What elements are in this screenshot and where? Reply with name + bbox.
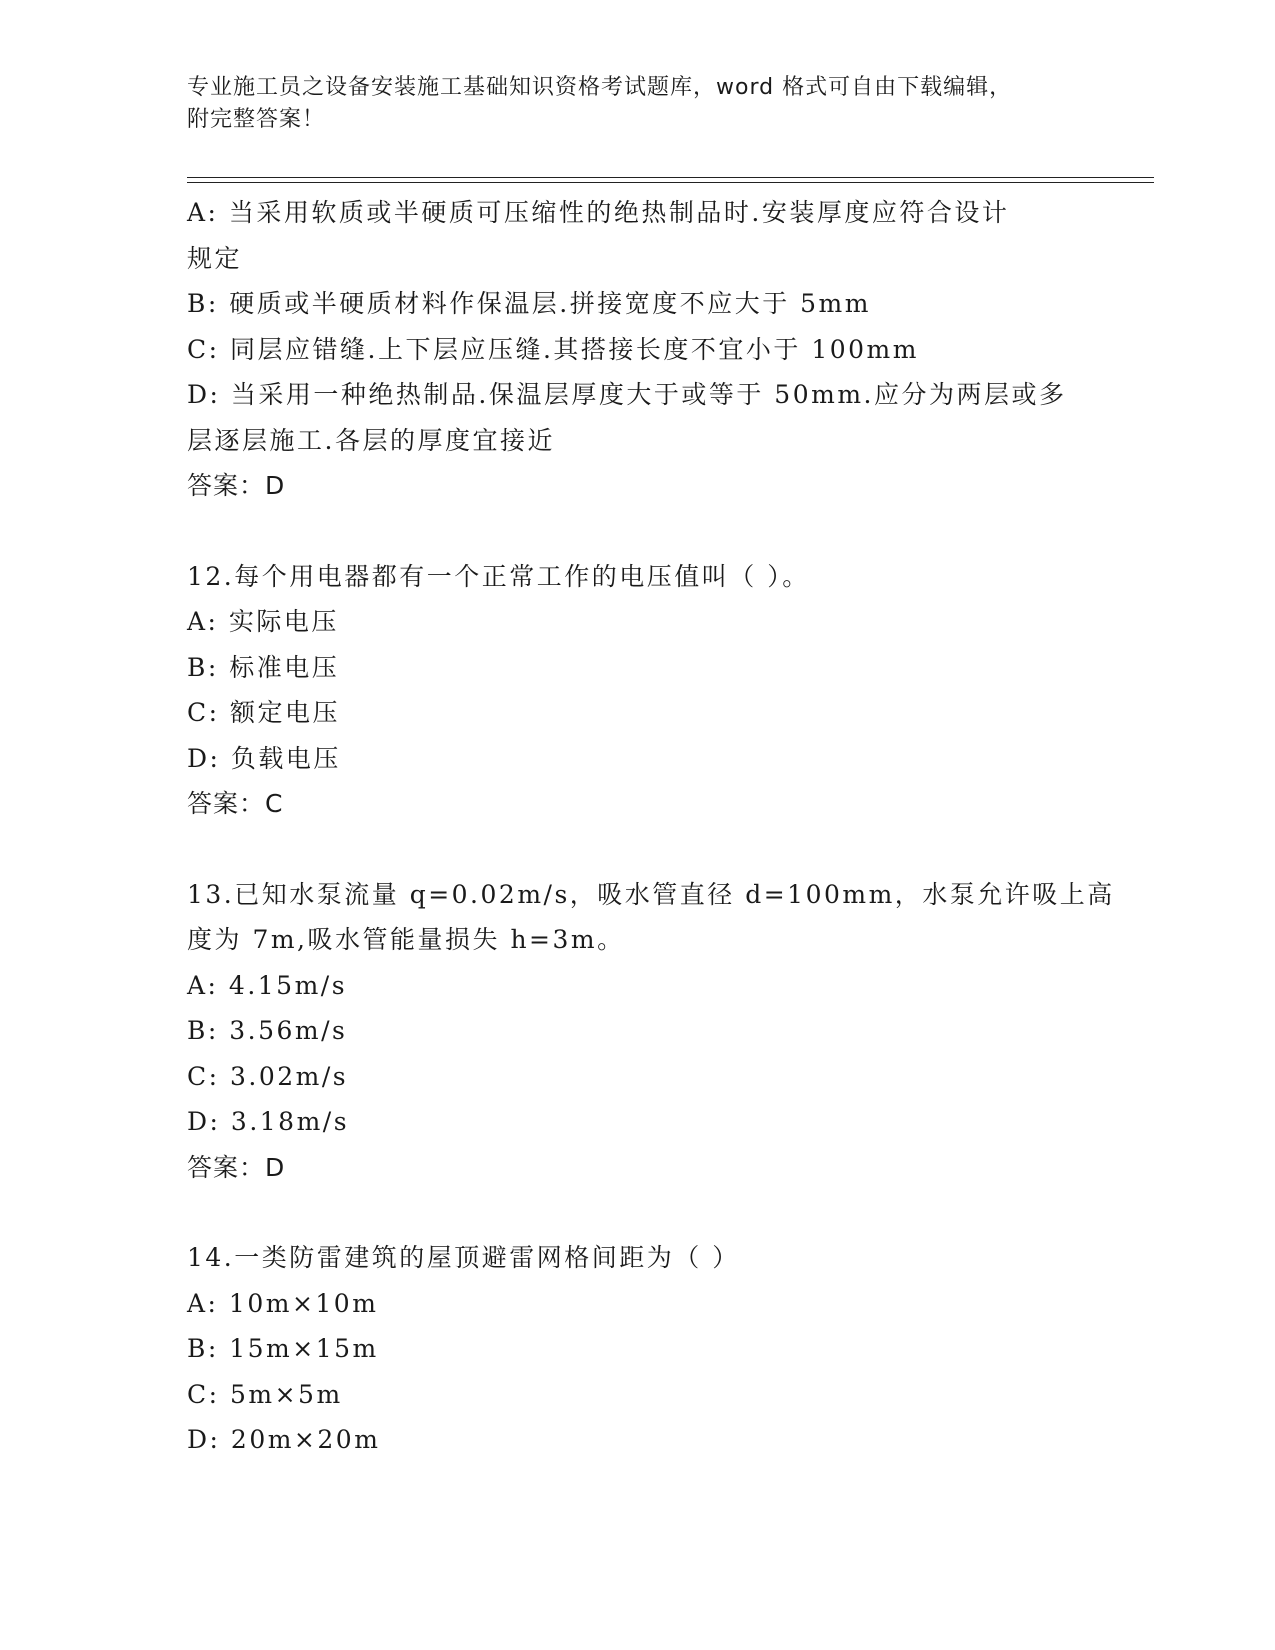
answer-line: 答案：D bbox=[187, 471, 286, 500]
option-b: B: 硬质或半硬质材料作保温层.拼接宽度不应大于 5mm bbox=[187, 289, 871, 318]
option-d: D: 当采用一种绝热制品.保温层厚度大于或等于 50mm.应分为两层或多 bbox=[187, 380, 1067, 409]
question-13 bbox=[187, 872, 1115, 1191]
option-d: D: 负载电压 bbox=[187, 743, 341, 773]
header-divider-top bbox=[187, 177, 1154, 178]
question-stem-continued: 度为 7m,吸水管能量损失 h=3m。 bbox=[187, 925, 625, 954]
header-divider-bottom bbox=[187, 182, 1154, 183]
option-d-continued: 层逐层施工.各层的厚度宜接近 bbox=[187, 425, 555, 455]
question-12 bbox=[187, 554, 1087, 827]
spacer bbox=[187, 1190, 1087, 1235]
header-line-2: 附完整答案！ bbox=[187, 107, 326, 132]
option-c: C: 5m×5m bbox=[187, 1379, 343, 1409]
spacer bbox=[187, 827, 1087, 872]
option-b: B: 15m×15m bbox=[187, 1334, 379, 1363]
spacer bbox=[187, 509, 1087, 554]
option-d: D: 20m×20m bbox=[187, 1425, 381, 1454]
question-11-continued bbox=[187, 190, 1087, 509]
option-c: C: 额定电压 bbox=[187, 698, 340, 727]
document-header bbox=[187, 72, 1087, 136]
option-b: B: 标准电压 bbox=[187, 652, 340, 682]
answer-line: 答案：C bbox=[187, 789, 284, 818]
option-b: B: 3.56m/s bbox=[187, 1016, 348, 1045]
header-line-1: 专业施工员之设备安装施工基础知识资格考试题库，word 格式可自由下载编辑， bbox=[187, 75, 1013, 100]
question-14 bbox=[187, 1235, 1087, 1463]
option-a: A: 10m×10m bbox=[187, 1288, 379, 1318]
question-stem: 14.一类防雷建筑的屋顶避雷网格间距为（ ） bbox=[187, 1243, 740, 1272]
option-a-continued: 规定 bbox=[187, 243, 243, 273]
option-c: C: 同层应错缝.上下层应压缝.其搭接长度不宜小于 100mm bbox=[187, 334, 919, 364]
option-a: A: 4.15m/s bbox=[187, 970, 348, 1000]
option-a: A: 当采用软质或半硬质可压缩性的绝热制品时.安装厚度应符合设计 bbox=[187, 198, 1010, 227]
question-stem: 13.已知水泵流量 q=0.02m/s，吸水管直径 d=100mm，水泵允许吸上高 bbox=[187, 879, 1115, 909]
answer-line: 答案：D bbox=[187, 1152, 286, 1182]
option-a: A: 实际电压 bbox=[187, 607, 339, 636]
question-list bbox=[187, 190, 1115, 1463]
option-c: C: 3.02m/s bbox=[187, 1061, 349, 1091]
option-d: D: 3.18m/s bbox=[187, 1107, 350, 1136]
question-stem: 12.每个用电器都有一个正常工作的电压值叫（ ）。 bbox=[187, 561, 810, 591]
